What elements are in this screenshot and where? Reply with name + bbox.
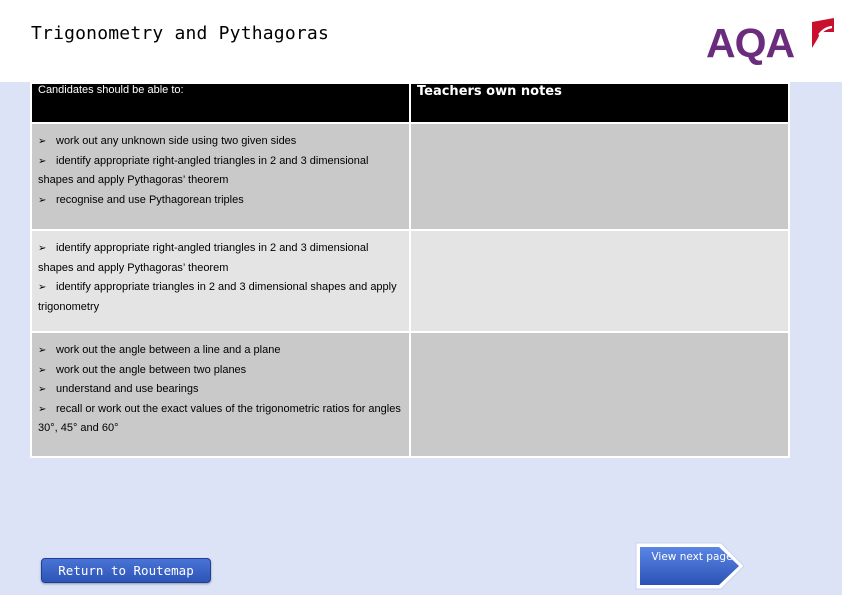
item-text: understand and use bearings (56, 383, 199, 396)
arrow-bullet-icon: ➢ (38, 345, 47, 356)
list-item (38, 361, 403, 381)
list-item (38, 341, 403, 361)
next-arrow-icon (633, 540, 747, 592)
item-text: identify appropriate right-angled triangles in 2 and 3 dimensional shapes and apply Pythagoras’ theorem (38, 242, 369, 274)
table-row (31, 123, 789, 230)
list-item (38, 380, 403, 400)
notes-cell[interactable] (410, 123, 789, 230)
header (0, 0, 842, 82)
header-teacher-notes: Teachers own notes (410, 83, 789, 123)
page-title: Trigonometry and Pythagoras (31, 23, 329, 44)
item-text: recall or work out the exact values of the trigonometric ratios for angles 30°, 45° and 60° (38, 402, 401, 435)
list-item (38, 278, 403, 317)
view-next-page-label: View next page (651, 551, 733, 563)
arrow-bullet-icon: ➢ (38, 282, 47, 294)
item-text: recognise and use Pythagorean triples (56, 193, 244, 206)
table-row (31, 230, 789, 332)
view-next-page-button[interactable] (633, 540, 747, 592)
notes-cell[interactable] (410, 230, 789, 332)
item-text: work out any unknown side using two given sides (56, 135, 297, 147)
item-text: work out the angle between two planes (56, 363, 247, 376)
item-text: identify appropriate triangles in 2 and 3 dimensional shapes and apply trigonometry (38, 281, 397, 313)
notes-cell[interactable] (410, 332, 789, 457)
arrow-bullet-icon: ➢ (38, 136, 47, 147)
aqa-logo (706, 18, 836, 68)
list-item (38, 152, 403, 191)
aqa-logo-text: AQA (706, 20, 795, 66)
objectives-cell (31, 123, 410, 230)
item-text: identify appropriate right-angled triangles in 2 and 3 dimensional shapes and apply Pythagoras’ theorem (38, 154, 369, 187)
objectives-cell (31, 230, 410, 332)
table-row (31, 332, 789, 457)
arrow-bullet-icon: ➢ (38, 194, 47, 206)
list-item (38, 191, 403, 211)
content-table (30, 82, 790, 458)
arrow-bullet-icon: ➢ (38, 243, 47, 254)
arrow-bullet-icon: ➢ (38, 364, 47, 376)
arrow-bullet-icon: ➢ (38, 155, 47, 167)
list-item (38, 132, 403, 152)
arrow-bullet-icon: ➢ (38, 403, 47, 415)
return-to-routemap-button[interactable]: Return to Routemap (41, 558, 211, 583)
arrow-bullet-icon: ➢ (38, 384, 47, 396)
objectives-cell (31, 332, 410, 457)
list-item (38, 400, 403, 439)
list-item (38, 239, 403, 278)
header-candidates: Candidates should be able to: (31, 83, 410, 123)
item-text: work out the angle between a line and a plane (56, 344, 281, 356)
aqa-logo-mark-icon (810, 18, 836, 48)
